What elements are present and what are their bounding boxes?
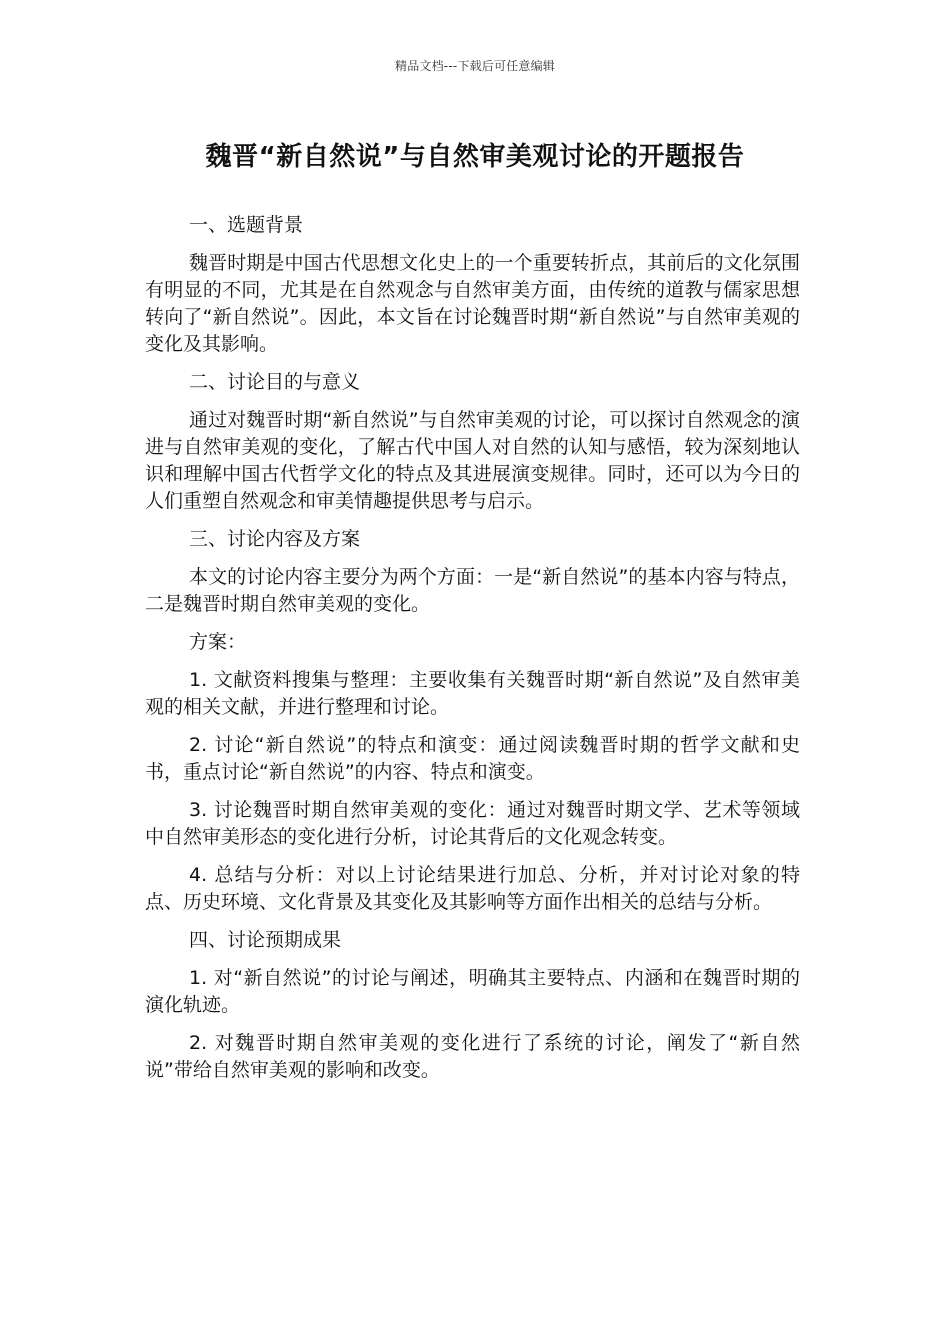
- section-heading-content-plan: 三、讨论内容及方案: [189, 528, 361, 550]
- body-paragraph: 魏晋时期是中国古代思想文化史上的一个重要转折点，其前后的文化氛围有明显的不同，尤其是在自然观念与自然审美方面，由传统的道教与儒家思想转向了“新自然说”。因此，本文旨在讨论魏晋时期“新自然说”与自然审美观的变化及其影响。: [145, 252, 800, 355]
- plan-item: 2. 讨论“新自然说”的特点和演变：通过阅读魏晋时期的哲学文献和史书，重点讨论“新自然说”的内容、特点和演变。: [145, 734, 800, 783]
- plan-item: 4. 总结与分析：对以上讨论结果进行加总、分析，并对讨论对象的特点、历史环境、文化背景及其变化及其影响等方面作出相关的总结与分析。: [145, 864, 800, 913]
- body-paragraph: 本文的讨论内容主要分为两个方面：一是“新自然说”的基本内容与特点，二是魏晋时期自然审美观的变化。: [145, 566, 800, 615]
- result-item: 2. 对魏晋时期自然审美观的变化进行了系统的讨论，阐发了“新自然说”带给自然审美观的影响和改变。: [145, 1032, 800, 1081]
- section-heading-purpose: 二、讨论目的与意义: [189, 371, 361, 393]
- document-body: [145, 212, 800, 1095]
- section-heading-expected-results: 四、讨论预期成果: [189, 929, 342, 951]
- document-title: 魏晋“新自然说”与自然审美观讨论的开题报告: [205, 142, 745, 172]
- body-paragraph: 通过对魏晋时期“新自然说”与自然审美观的讨论，可以探讨自然观念的演进与自然审美观的变化，了解古代中国人对自然的认知与感悟，较为深刻地认识和理解中国古代哲学文化的特点及其进展演变规律。同时，还可以为今日的人们重塑自然观念和审美情趣提供思考与启示。: [145, 409, 800, 512]
- header-note: 精品文档---下载后可任意编辑: [395, 59, 555, 73]
- section-heading-background: 一、选题背景: [189, 214, 304, 236]
- plan-item: 3. 讨论魏晋时期自然审美观的变化：通过对魏晋时期文学、艺术等领域中自然审美形态的变化进行分析，讨论其背后的文化观念转变。: [145, 799, 800, 848]
- plan-item: 1. 文献资料搜集与整理：主要收集有关魏晋时期“新自然说”及自然审美观的相关文献，并进行整理和讨论。: [145, 669, 800, 718]
- plan-label: 方案：: [189, 631, 247, 653]
- result-item: 1. 对“新自然说”的讨论与阐述，明确其主要特点、内涵和在魏晋时期的演化轨迹。: [145, 967, 800, 1016]
